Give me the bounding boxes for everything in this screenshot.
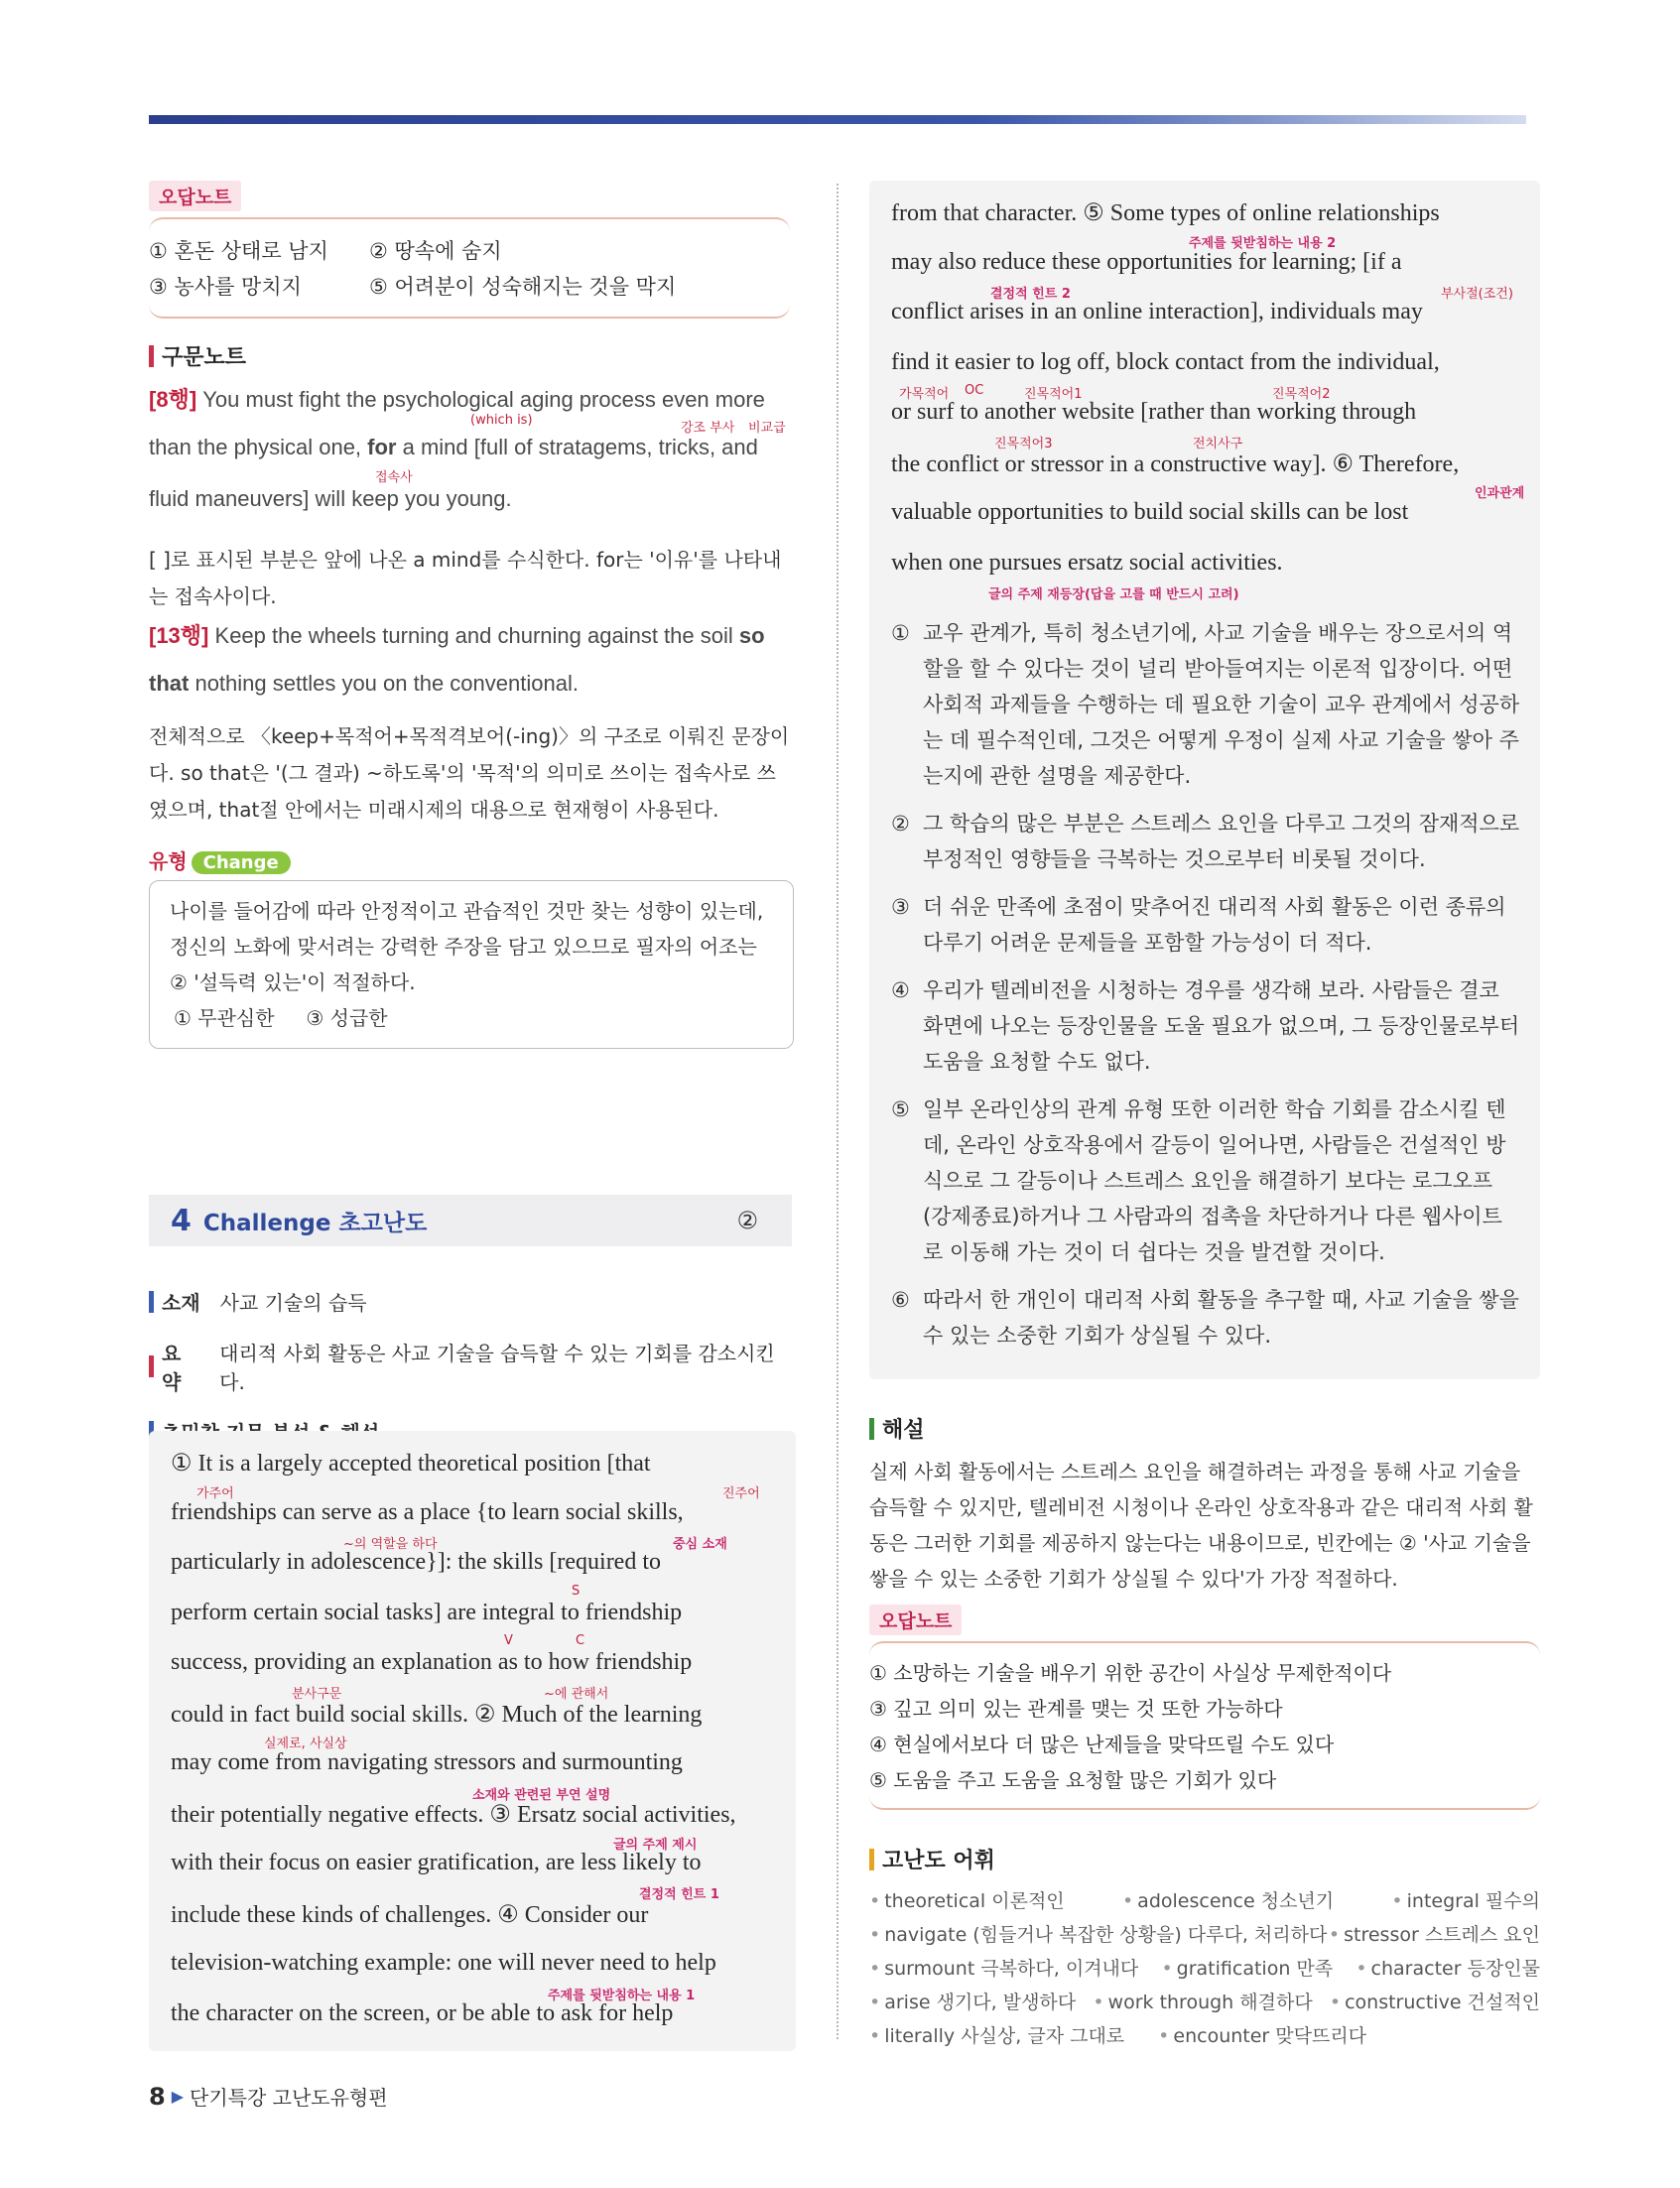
explanation: 해설 실제 사회 활동에서는 스트레스 요인을 해결하려는 과정을 통해 사교 기술을 습득할 수 있지만, 텔레비전 시청이나 온라인 상호작용과 같은 대리적 사회 활동은 그러한 기회를 제공하지 않는다는 내용이므로, 빈칸에는 ② '사교 기술을 쌓을 수 있는 소중한 기회가 상실될 수 있다'가 가장 적절하다. bbox=[869, 1413, 1540, 1597]
vocab-row: • literally 사실상, 글자 그대로 • encounter 맞닥뜨리다 bbox=[869, 2019, 1540, 2053]
syntax-explanation-1: [ ]로 표시된 부분은 앞에 나온 a mind를 수식한다. for는 '이유'를 나타내는 접속사이다. bbox=[149, 548, 782, 608]
annotation: ~의 역할을 하다 bbox=[343, 1537, 438, 1552]
annotation: 중심 소재 bbox=[673, 1537, 727, 1552]
vocab-row: • navigate (힘들거나 복잡한 상황을) 다루다, 처리하다 • stressor 스트레스 요인 bbox=[869, 1918, 1540, 1952]
annotation: 부사절(조건) bbox=[1441, 287, 1513, 302]
example-line-8: [8행] You must fight the psychological aging process even more bbox=[149, 387, 765, 412]
passage-line: friendships can serve as a place {to learn social skills, bbox=[171, 1498, 684, 1525]
annotation: 글의 주제 제시 bbox=[613, 1838, 698, 1853]
passage-line: valuable opportunities to build social skills can be lost bbox=[891, 499, 1409, 525]
passage-line: perform certain social tasks] are integral to friendship bbox=[171, 1599, 683, 1625]
annotation: S bbox=[572, 1584, 581, 1599]
passage-box-right bbox=[869, 181, 1540, 1379]
wrong-answer-note-1 bbox=[149, 181, 790, 319]
wrong-note-row: ① 소망하는 기술을 배우기 위한 공간이 사실상 무제한적이다 bbox=[869, 1661, 1392, 1685]
annotation: 진주어 bbox=[722, 1486, 760, 1501]
vocab-row: • surmount 극복하다, 이겨내다 • gratification 만족 • character 등장인물 bbox=[869, 1952, 1540, 1986]
translation-item: ⑥ 따라서 한 개인이 대리적 사회 활동을 추구할 때, 사교 기술을 쌓을 수 있는 소중한 기회가 상실될 수 있다. bbox=[891, 1288, 1519, 1348]
translation-item: ④ 우리가 텔레비전을 시청하는 경우를 생각해 보라. 사람들은 결코 화면에 나오는 등장인물을 도울 필요가 없으며, 그 등장인물로부터 도움을 요청할 수도 없다. bbox=[891, 978, 1520, 1074]
wrong-note-row: ① 혼돈 상태로 남지 ② 땅속에 숨지 bbox=[149, 239, 502, 263]
example-line-13b: that nothing settles you on the conventional. bbox=[149, 671, 579, 696]
challenge-header: 4 Challenge 초고난도 ② bbox=[149, 1195, 792, 1246]
passage-line: success, providing an explanation as to how friendship bbox=[171, 1649, 693, 1675]
annotation: 분사구문 bbox=[292, 1687, 342, 1702]
annotation: 글의 주제 재등장(답을 고를 때 반드시 고려) bbox=[988, 587, 1239, 602]
passage-line: conflict arises in an online interaction], individuals may bbox=[891, 299, 1423, 324]
annotation: V bbox=[504, 1633, 513, 1648]
passage-line: the conflict or stressor in a constructive way]. ⑥ Therefore, bbox=[891, 450, 1460, 477]
passage-line: from that character. ⑤ Some types of online relationships bbox=[891, 200, 1440, 226]
wrong-note-row: ⑤ 도움을 주고 도움을 요청할 많은 기회가 있다 bbox=[869, 1768, 1277, 1792]
page-footer bbox=[149, 2082, 388, 2111]
passage-line: ① It is a largely accepted theoretical position [that bbox=[171, 1451, 651, 1477]
annotation: 주제를 뒷받침하는 내용 2 bbox=[1189, 236, 1337, 251]
korean-translation bbox=[891, 615, 1520, 1365]
book-title: 단기특강 고난도유형편 bbox=[190, 2086, 388, 2110]
annotation: 소재와 관련된 부연 설명 bbox=[472, 1788, 611, 1803]
annotation: C bbox=[576, 1633, 585, 1648]
annotation: 가주어 bbox=[196, 1486, 234, 1501]
wrong-note-row: ③ 농사를 망치지 ⑤ 어려분이 성숙해지는 것을 막지 bbox=[149, 275, 677, 299]
wrong-note-row: ③ 깊고 의미 있는 관계를 맺는 것 또한 가능하다 bbox=[869, 1697, 1283, 1721]
passage-line: television-watching example: one will never need to help bbox=[171, 1950, 716, 1976]
annotation: 결정적 힌트 2 bbox=[990, 287, 1071, 302]
annotation: 결정적 힌트 1 bbox=[639, 1887, 719, 1902]
example-line-13: [13행] Keep the wheels turning and churning against the soil so bbox=[149, 623, 765, 648]
passage-line: could in fact build social skills. ② Much of the learning bbox=[171, 1701, 703, 1728]
syntax-explanation-2: 전체적으로 〈keep+목적어+목적격보어(-ing)〉의 구조로 이뤄진 문장이다. so that은 '(그 결과) ~하도록'의 '목적'의 의미로 쓰이는 접속사로 쓰였으며, that절 안에서는 미래시제의 대용으로 현재형이 사용된다. bbox=[149, 724, 790, 822]
vocab-row: • arise 생기다, 발생하다 • work through 해결하다 • constructive 건설적인 bbox=[869, 1986, 1540, 2019]
passage-line: or surf to another website [rather than working through bbox=[891, 399, 1417, 425]
passage-line: particularly in adolescence}]: the skills [required to bbox=[171, 1549, 662, 1575]
passage-line: may come from navigating stressors and surmounting bbox=[171, 1749, 683, 1775]
passage-line: when one pursues ersatz social activities. bbox=[891, 549, 1283, 576]
annotation: 진목적어3 bbox=[994, 437, 1053, 451]
vocabulary bbox=[869, 1844, 1540, 2053]
translation-item: ② 그 학습의 많은 부분은 스트레스 요인을 다루고 그것의 잠재적으로 부정적인 영향들을 극복하는 것으로부터 비롯될 것이다. bbox=[891, 812, 1520, 871]
top-accent-bar bbox=[149, 115, 1526, 124]
annotation: 실제로, 사실상 bbox=[264, 1737, 347, 1751]
type-change-box: 유형 Change 나이를 들어감에 따라 안정적이고 관습적인 것만 찾는 성향이 있는데, 정신의 노화에 맞서려는 강력한 주장을 담고 있으므로 필자의 어조는 ② '설득력 있는'이 적절하다. ① 무관심한 ③ 성급한 bbox=[149, 845, 794, 1049]
annotation: ~에 관해서 bbox=[544, 1687, 609, 1702]
section-heading: 고난도 어휘 bbox=[869, 1844, 1540, 1874]
column-divider bbox=[837, 184, 839, 2039]
answer-mark: ② bbox=[736, 1207, 758, 1234]
change-pill: Change bbox=[192, 851, 291, 874]
translation-item: ③ 더 쉬운 만족에 초점이 맞추어진 대리적 사회 활동은 이런 종류의 다루기 어려운 문제들을 포함할 가능성이 더 적다. bbox=[891, 895, 1506, 955]
vocab-row: • theoretical 이론적인 • adolescence 청소년기 • integral 필수의 bbox=[869, 1884, 1540, 1918]
section-heading: 구문노트 bbox=[149, 340, 794, 371]
annotation: 전치사구 bbox=[1193, 437, 1243, 451]
passage-line: find it easier to log off, block contact from the individual, bbox=[891, 348, 1440, 375]
section-heading: 해설 bbox=[869, 1413, 1540, 1444]
passage-line: may also reduce these opportunities for learning; [if a bbox=[891, 248, 1402, 275]
passage-line: with their focus on easier gratification, are less likely to bbox=[171, 1850, 702, 1875]
passage-line: their potentially negative effects. ③ Ersatz social activities, bbox=[171, 1801, 736, 1828]
wrong-note-row: ④ 현실에서보다 더 많은 난제들을 맞닥뜨릴 수도 있다 bbox=[869, 1733, 1335, 1756]
wrong-note-tag: 오답노트 bbox=[869, 1605, 962, 1635]
translation-item: ⑤ 일부 온라인상의 관계 유형 또한 이러한 학습 기회를 감소시킬 텐데, 온라인 상호작용에서 갈등이 일어나면, 사람들은 건설적인 방식으로 그 갈등이나 스트레스 요인을 해결하기 보다는 로그오프(강제종료)하거나 그 사람과의 접촉을 차단하거나 다른 웹사이트로 이동해 가는 것이 더 쉽다는 것을 발견할 것이다. bbox=[891, 1097, 1506, 1264]
triangle-icon: ▶ bbox=[171, 2087, 185, 2106]
annotation: 인과관계 bbox=[1475, 486, 1525, 501]
syntax-note: 구문노트 [8행] You must fight the psychological aging process even more (which is) 강조 부사 비교급 than the physical one, for a mind [full of stratagems, tricks, and 접속사 fluid maneuvers] will keep you young. [ ]로 표시된 부분은 앞에 나온 a mind를 수식한다. for는 '이유'를 나타내는 접속사이다. [13행] Keep the wheels turning and churning against the soil so that nothing settles you on the conventional. 전체적으로 〈keep+목적어+목적격보어(-ing)〉의 구조로 이뤄진 문장이다. so that은 '(그 결과) ~하도록'의 '목적'의 의미로 쓰이는 접속사로 쓰였으며, that절 안에서는 미래시제의 대용으로 현재형이 사용된다. bbox=[149, 340, 794, 829]
passage-box-left bbox=[149, 1431, 796, 2051]
annotation: 가목적어 bbox=[899, 387, 950, 402]
passage-meta: 소재 사교 기술의 습득 요약 대리적 사회 활동은 사교 기술을 습득할 수 있는 기회를 감소시킨다. bbox=[149, 1287, 794, 1468]
wrong-note-tag: 오답노트 bbox=[149, 181, 241, 211]
passage-line: the character on the screen, or be able to ask for help bbox=[171, 1999, 674, 2026]
translation-item: ① 교우 관계가, 특히 청소년기에, 사교 기술을 배우는 장으로서의 역할을 할 수 있다는 것이 널리 받아들여지는 이론적 입장이다. 어떤 사회적 과제들을 수행하는 데 필요한 기술이 교우 관계에서 성공하는 데 필수적인데, 그것은 어떻게 우정이 실제 사교 기술을 쌓아 주는지에 관한 설명을 제공한다. bbox=[891, 621, 1520, 788]
passage-line: include these kinds of challenges. ④ Consider our bbox=[171, 1901, 649, 1928]
wrong-answer-note-2 bbox=[869, 1605, 1540, 1810]
annotation: 진목적어1 bbox=[1024, 387, 1083, 402]
example-line-8b: than the physical one, for a mind [full of stratagems, tricks, and bbox=[149, 435, 758, 459]
annotation: 진목적어2 bbox=[1272, 387, 1331, 402]
page-number: 8 bbox=[149, 2082, 166, 2111]
annotation: 주제를 뒷받침하는 내용 1 bbox=[548, 1989, 696, 2003]
annotation: OC bbox=[965, 383, 984, 398]
